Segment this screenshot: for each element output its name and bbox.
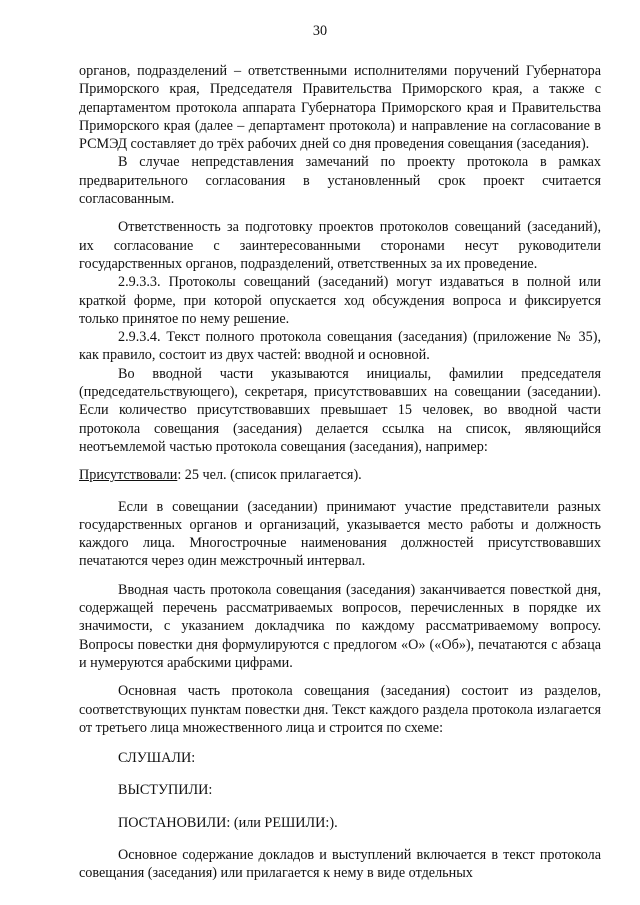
- paragraph-3: Ответственность за подготовку проектов протоколов совещаний (заседаний), их согласование с заинтересованными сторонами несут руководители государственных органов, подразделений, ответственных за их проведение.: [79, 219, 601, 272]
- document-body: [79, 62, 601, 883]
- present-text: : 25 чел. (список прилагается).: [177, 467, 362, 484]
- paragraph-10: Основное содержание докладов и выступлений включается в текст протокола совещания (заседания) или прилагается к нему в виде отдельных: [79, 846, 601, 882]
- present-label: Присутствовали: [79, 467, 178, 484]
- page-number: 30: [312, 23, 328, 39]
- paragraph-1: органов, подразделений – ответственными исполнителями поручений Губернатора Приморского края, Председателя Правительства Приморского края, а также с департаментом протокола аппарата Губернатора Приморского края и Правительства Приморского края (далее – департамент протокола) и направление на согласование в РСМЭД составляет до трёх рабочих дней со дня проведения совещания (заседания).: [79, 63, 601, 153]
- paragraph-9: Основная часть протокола совещания (заседания) состоит из разделов, соответствующих пунктам повестки дня. Текст каждого раздела протокола излагается от третьего лица множественного лица и строится по схеме:: [79, 683, 601, 736]
- present-line: [79, 466, 601, 484]
- paragraph-7: Если в совещании (заседании) принимают участие представители разных государственных органов и организаций, указывается место работы и должность каждого лица. Многострочные наименования должностей присутствовавших печатаются через один межстрочный интервал.: [79, 498, 601, 570]
- heading-slushali: СЛУШАЛИ:: [118, 750, 196, 767]
- paragraph-8: Вводная часть протокола совещания (заседания) заканчивается повесткой дня, содержащей перечень рассматриваемых вопросов, перечисленных в порядке их значимости, с указанием докладчика по каждому рассматриваемому вопросу. Вопросы повестки дня формулируются с предлогом «О» («Об»), печатаются с абзаца и нумеруются арабскими цифрами.: [79, 581, 601, 671]
- paragraph-2: В случае непредставления замечаний по проекту протокола в рамках предварительного согласования в установленный срок проект считается согласованным.: [79, 154, 601, 208]
- paragraph-6: Во вводной части указываются инициалы, фамилии председателя (председательствующего), секретаря, присутствовавших на совещании (заседании). Если количество присутствовавших превышает 15 человек, во вводной части протокола совещания (заседания) делается ссылка на список, являющийся неотъемлемой частью протокола совещания (заседания), например:: [79, 365, 601, 455]
- heading-vystupili: ВЫСТУПИЛИ:: [118, 782, 213, 799]
- heading-postanovili: ПОСТАНОВИЛИ: (или РЕШИЛИ:).: [118, 814, 338, 831]
- paragraph-4: 2.9.3.3. Протоколы совещаний (заседаний) могут издаваться в полной или краткой форме, при которой опускается ход обсуждения вопроса и фиксируется только принятое по нему решение.: [79, 274, 601, 327]
- paragraph-5: 2.9.3.4. Текст полного протокола совещания (заседания) (приложение № 35), как правило, состоит из двух частей: вводной и основной.: [79, 329, 601, 364]
